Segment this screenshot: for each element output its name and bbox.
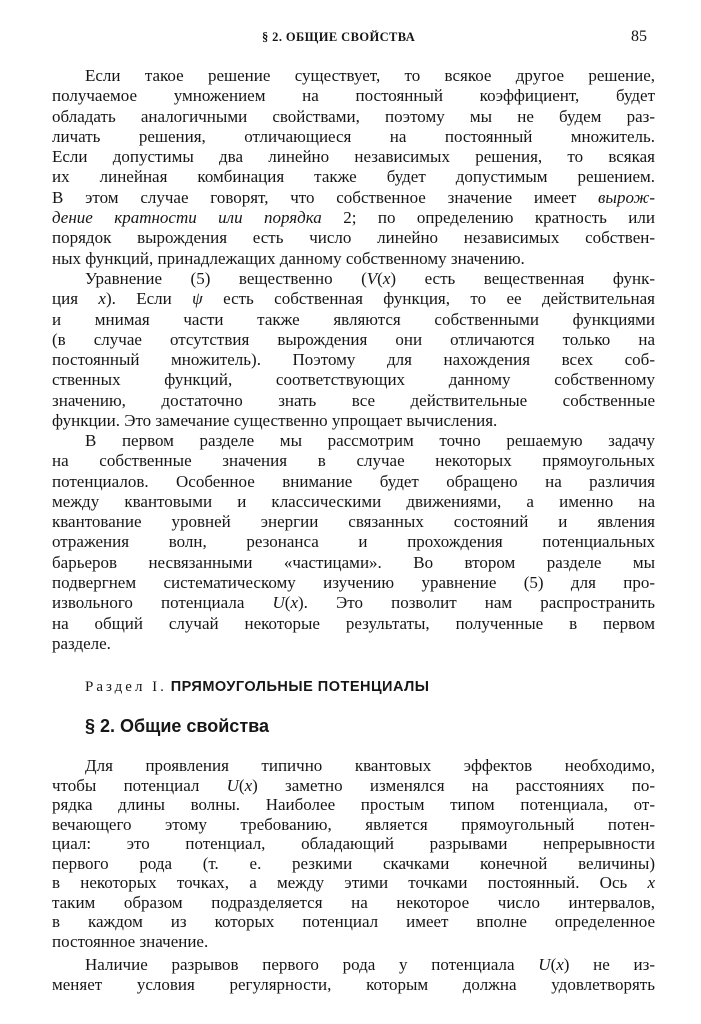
part-heading-title: ПРЯМОУГОЛЬНЫЕ ПОТЕНЦИАЛЫ <box>170 679 430 695</box>
text-segment: чтобы потенциал <box>52 775 227 795</box>
text-segment: на собственные значения в случае некоторых прямоугольных <box>52 451 655 471</box>
text-segment: Наличие разрывов первого рода у потенциала <box>85 955 539 974</box>
text-segment: ). Если <box>105 289 193 309</box>
paragraph-discontinuities <box>52 955 655 994</box>
text-segment: на общий случай некоторые результаты, полученные в первом <box>52 613 655 633</box>
paragraph-rectangular-potential <box>52 756 655 951</box>
text-line <box>52 208 655 228</box>
text-segment: есть собственная функция, то ее действительная <box>202 289 656 309</box>
text-segment: отражения волн, резонанса и прохождения потенциальных <box>52 532 655 552</box>
text-segment: В первом разделе мы рассмотрим точно решаемую задачу <box>85 431 655 450</box>
part-heading <box>85 679 430 696</box>
text-line <box>52 249 655 269</box>
text-segment: их линейная комбинация также будет допустимым решением. <box>52 167 655 187</box>
text-segment: Если допустимы два линейно независимых решения, то всякая <box>52 147 655 167</box>
text-segment: ) заметно изменялся на расстояниях по- <box>252 775 655 795</box>
text-line <box>52 269 655 289</box>
italic-segment: V <box>366 269 378 288</box>
text-line <box>52 553 655 573</box>
text-segment: порядок вырождения есть число линейно независимых собствен- <box>52 228 655 248</box>
text-line <box>52 834 655 854</box>
text-line <box>52 370 655 390</box>
text-segment: в некоторых точках, а между этими точками постоянный. Ось <box>52 873 648 892</box>
text-segment: разделе. <box>52 633 111 653</box>
text-segment: постоянное значение. <box>52 931 209 951</box>
text-line <box>52 350 655 370</box>
text-segment: ( <box>284 593 291 613</box>
text-line <box>52 756 655 776</box>
text-line <box>52 86 655 106</box>
page-number: 85 <box>631 28 647 45</box>
text-line <box>52 593 655 613</box>
paragraph-degeneracy <box>52 66 655 269</box>
text-line <box>52 228 655 248</box>
text-line <box>52 167 655 187</box>
italic-segment: x <box>244 775 253 795</box>
text-line <box>52 188 655 208</box>
running-head <box>0 30 701 48</box>
text-line <box>52 391 655 411</box>
text-segment: значению, достаточно знать все действительные собственные <box>52 390 655 410</box>
text-segment: ственных функций, соответствующих данному собственному <box>52 370 655 390</box>
italic-segment: x <box>290 593 299 613</box>
text-segment: квантование уровней энергии связанных состояний и явления <box>52 512 655 532</box>
text-line <box>52 573 655 593</box>
paragraph-section-overview <box>52 431 655 654</box>
text-segment: меняет условия регулярности, которым должна удовлетворять <box>52 974 655 994</box>
italic-segment: дение кратности или порядка <box>52 208 322 228</box>
text-segment: ) не из- <box>563 955 655 974</box>
text-line <box>52 854 655 874</box>
italic-segment: x <box>647 873 655 892</box>
italic-segment: x <box>382 269 391 288</box>
text-line <box>52 411 655 431</box>
italic-segment: вырож- <box>598 187 655 207</box>
text-line <box>52 795 655 815</box>
text-line <box>52 614 655 634</box>
paragraph-real-equation <box>52 269 655 431</box>
section-heading: § 2. Общие свойства <box>85 716 269 736</box>
text-segment: (в случае отсутствия вырождения они отличаются только на <box>52 329 655 349</box>
running-head-title: § 2. ОБЩИЕ СВОЙСТВА <box>262 30 416 44</box>
text-segment: ( <box>550 955 557 974</box>
text-segment: и мнимая части также являются собственными функциями <box>52 309 655 329</box>
text-segment: ных функций, принадлежащих данному собственному значению. <box>52 248 525 268</box>
text-line <box>52 975 655 995</box>
text-line <box>52 431 655 451</box>
text-segment: первого рода (т. е. резкими скачками конечной величины) <box>52 853 655 873</box>
text-segment: ). Это позволит нам распространить <box>298 593 656 613</box>
text-segment: функции. Это замечание существенно упрощает вычисления. <box>52 411 498 431</box>
text-line <box>52 955 655 975</box>
text-line <box>52 451 655 471</box>
text-segment: ) есть вещественная функ- <box>390 269 655 288</box>
text-line <box>52 512 655 532</box>
text-segment: ция <box>52 289 99 309</box>
text-line <box>52 492 655 512</box>
text-line <box>52 912 655 932</box>
text-line <box>52 472 655 492</box>
text-line <box>52 289 655 309</box>
text-segment: ( <box>377 269 383 288</box>
text-line <box>52 873 655 893</box>
text-line <box>52 932 655 952</box>
text-line <box>52 776 655 796</box>
text-segment: постоянный множитель). Поэтому для нахождения всех соб- <box>52 350 655 370</box>
text-segment: ( <box>238 775 245 795</box>
text-line <box>52 634 655 654</box>
text-segment: барьеров несвязанными «частицами». Во втором разделе мы <box>52 552 655 572</box>
text-segment: обладать аналогичными свойствами, поэтому мы не будем раз- <box>52 106 655 126</box>
text-segment: 2; по определению кратность или <box>321 208 655 228</box>
text-segment: получаемое умножением на постоянный коэффициент, будет <box>52 86 655 106</box>
text-line <box>52 893 655 913</box>
text-segment: рядка длины волны. Наиболее простым типом потенциала, от- <box>52 795 655 814</box>
text-line <box>52 330 655 350</box>
text-segment: В этом случае говорят, что собственное значение имеет <box>52 187 599 207</box>
text-segment: извольного потенциала <box>52 593 273 613</box>
text-segment: между квантовыми и классическими движениями, а именно на <box>52 491 655 511</box>
text-segment: циал: это потенциал, обладающий разрывами непрерывности <box>52 834 655 853</box>
text-segment: личать решения, отличающиеся на постоянный множитель. <box>52 126 655 146</box>
text-segment: потенциалов. Особенное внимание будет обращено на различия <box>52 471 655 491</box>
text-segment: Уравнение (5) вещественно ( <box>85 269 367 288</box>
text-line <box>52 127 655 147</box>
text-segment: Если такое решение существует, то всякое другое решение, <box>85 66 655 85</box>
text-segment: Для проявления типично квантовых эффектов необходимо, <box>85 756 655 775</box>
text-segment: подвергнем систематическому изучению уравнение (5) для про- <box>52 573 655 593</box>
italic-segment: U <box>272 593 285 613</box>
part-heading-label: Раздел I. <box>85 679 167 695</box>
text-line <box>52 107 655 127</box>
text-segment: вечающего этому требованию, является прямоугольный потен- <box>52 814 655 834</box>
italic-segment: x <box>556 955 564 974</box>
italic-segment: U <box>226 775 239 795</box>
text-line <box>52 66 655 86</box>
text-line <box>52 310 655 330</box>
text-line <box>52 147 655 167</box>
italic-segment: U <box>538 955 551 974</box>
text-segment: таким образом подразделяется на некоторое число интервалов, <box>52 892 655 912</box>
text-line <box>52 815 655 835</box>
italic-segment: ψ <box>192 289 203 309</box>
text-line <box>52 532 655 552</box>
italic-segment: x <box>98 289 106 309</box>
text-segment: в каждом из которых потенциал имеет вполне определенное <box>52 912 655 931</box>
